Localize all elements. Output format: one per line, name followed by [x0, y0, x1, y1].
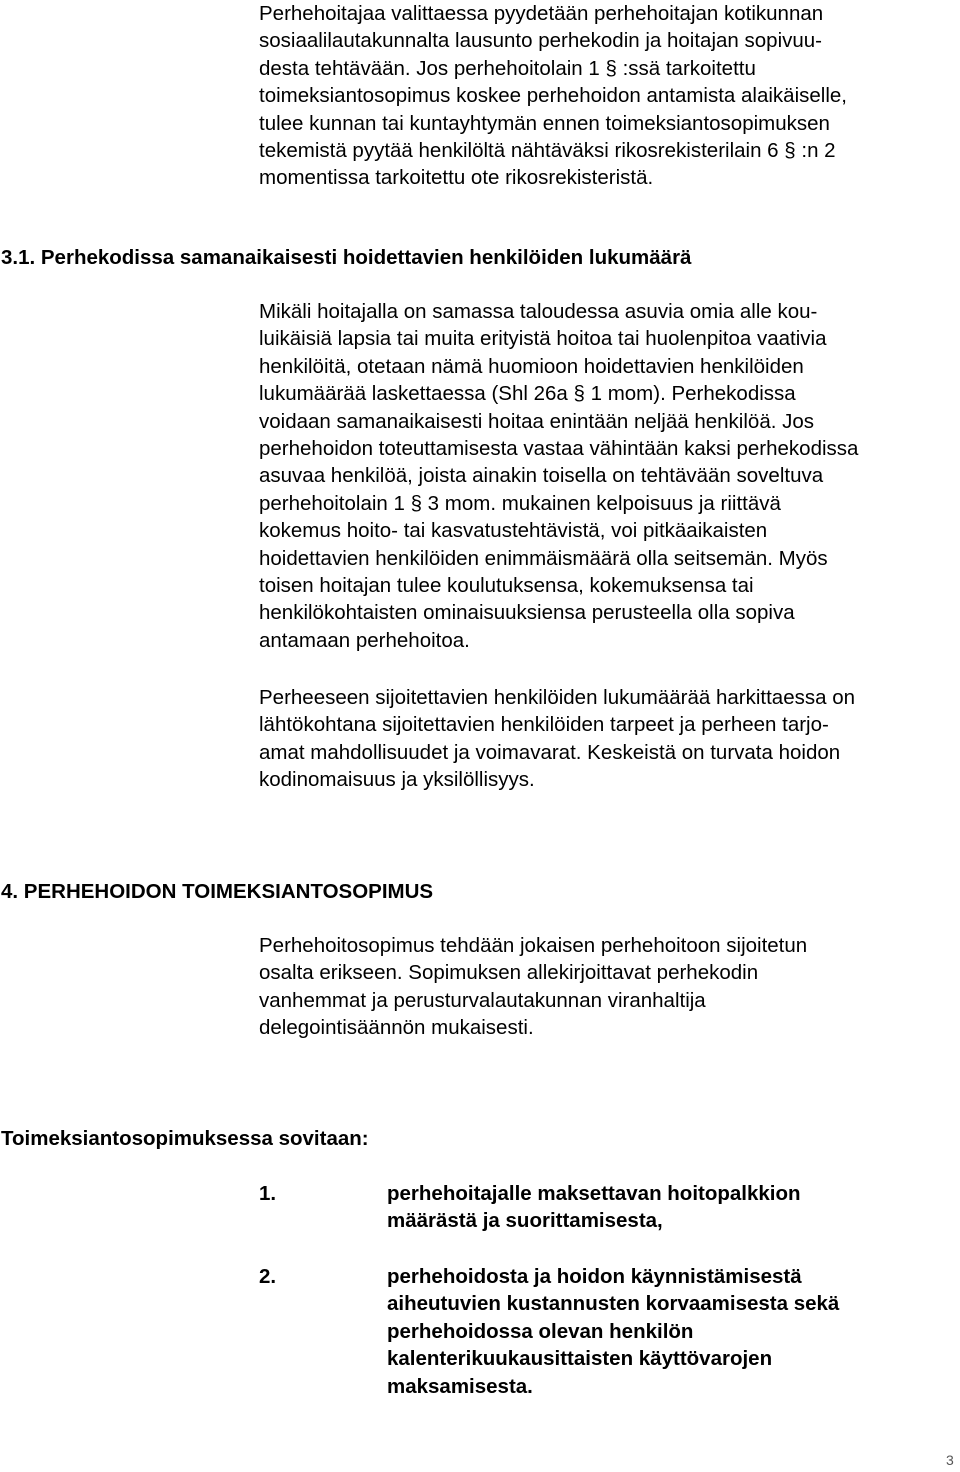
- text-line: delegointisäännön mukaisesti.: [259, 1016, 534, 1040]
- text-line: maksamisesta.: [387, 1374, 533, 1398]
- list-item-text: [387, 1263, 839, 1400]
- text-line: tulee kunnan tai kuntayhtymän ennen toimeksiantosopimuksen: [259, 111, 830, 135]
- list-item-number: 2.: [259, 1265, 277, 1288]
- text-line: perhehoitajalle maksettavan hoitopalkkion: [387, 1182, 801, 1205]
- section-4-paragraph: [259, 932, 807, 1042]
- agreement-heading: Toimeksiantosopimuksessa sovitaan:: [1, 1127, 369, 1150]
- text-line: antamaan perhehoitoa.: [259, 628, 470, 652]
- text-line: asuvaa henkilöä, joista ainakin toisella on tehtävään soveltuva: [259, 464, 824, 488]
- text-line: Perhehoitajaa valittaessa pyydetään perhehoitajan kotikunnan: [259, 2, 824, 25]
- text-line: Perheeseen sijoitettavien henkilöiden lukumäärää harkittaessa on: [259, 686, 856, 709]
- text-line: kokemus hoito- tai kasvatustehtävistä, voi pitkäaikaisten: [259, 519, 768, 543]
- text-line: perhehoidossa olevan henkilön: [387, 1319, 694, 1343]
- list-item-text: [387, 1180, 801, 1235]
- text-line: voidaan samanaikaisesti hoitaa enintään neljää henkilöä. Jos: [259, 409, 815, 433]
- text-line: lukumäärää laskettaessa (Shl 26a § 1 mom). Perhekodissa: [259, 382, 796, 406]
- list-item-number: 1.: [259, 1182, 277, 1205]
- agreement-list-item: [259, 1180, 939, 1240]
- section-3-1-heading: 3.1. Perhekodissa samanaikaisesti hoidettavien henkilöiden lukumäärä: [1, 246, 692, 269]
- text-line: momentissa tarkoitettu ote rikosrekisteristä.: [259, 166, 654, 190]
- text-line: lähtökohtana sijoitettavien henkilöiden tarpeet ja perheen tarjo-: [259, 713, 829, 737]
- text-line: Perhehoitosopimus tehdään jokaisen perhehoitoon sijoitetun: [259, 934, 808, 957]
- text-line: kodinomaisuus ja yksilöllisyys.: [259, 768, 535, 792]
- text-line: vanhemmat ja perusturvalautakunnan viranhaltija: [259, 988, 706, 1012]
- text-line: henkilökohtaisten ominaisuuksiensa perusteella olla sopiva: [259, 601, 795, 625]
- section-3-1-paragraph-b: [259, 684, 855, 794]
- text-line: osalta erikseen. Sopimuksen allekirjoittavat perhekodin: [259, 961, 759, 985]
- text-line: perhehoidosta ja hoidon käynnistämisestä: [387, 1265, 802, 1288]
- text-line: tekemistä pyytää henkilöltä nähtäväksi rikosrekisterilain 6 § :n 2: [259, 139, 836, 163]
- section-3-1-paragraph-a: [259, 298, 858, 654]
- text-line: Mikäli hoitajalla on samassa taloudessa asuvia omia alle kou-: [259, 300, 818, 323]
- text-line: perhehoitolain 1 § 3 mom. mukainen kelpoisuus ja riittävä: [259, 491, 781, 515]
- text-line: hoidettavien henkilöiden enimmäismäärä olla seitsemän. Myös: [259, 546, 828, 570]
- text-line: luikäisiä lapsia tai muita erityistä hoitoa tai huolenpitoa vaativia: [259, 327, 827, 351]
- text-line: perhehoidon toteuttamisesta vastaa vähintään kaksi perhekodissa: [259, 437, 859, 461]
- text-line: kalenterikuukausittaisten käyttövarojen: [387, 1347, 773, 1371]
- section-4-heading: 4. PERHEHOIDON TOIMEKSIANTOSOPIMUS: [1, 880, 434, 903]
- text-line: aiheutuvien kustannusten korvaamisesta sekä: [387, 1292, 840, 1316]
- text-line: toimeksiantosopimus koskee perhehoidon antamista alaikäiselle,: [259, 84, 847, 108]
- text-line: sosiaalilautakunnalta lausunto perhekodin ja hoitajan sopivuu-: [259, 29, 822, 53]
- text-line: toisen hoitajan tulee koulutuksensa, kokemuksensa tai: [259, 574, 754, 598]
- text-line: desta tehtävään. Jos perhehoitolain 1 § :ssä tarkoitettu: [259, 56, 756, 80]
- agreement-list-item: [259, 1263, 939, 1403]
- intro-paragraph: [259, 0, 847, 192]
- page-number: 3: [946, 1452, 954, 1468]
- text-line: henkilöitä, otetaan nämä huomioon hoidettavien henkilöiden: [259, 354, 804, 378]
- text-line: määrästä ja suorittamisesta,: [387, 1209, 663, 1233]
- text-line: amat mahdollisuudet ja voimavarat. Keskeistä on turvata hoidon: [259, 740, 841, 764]
